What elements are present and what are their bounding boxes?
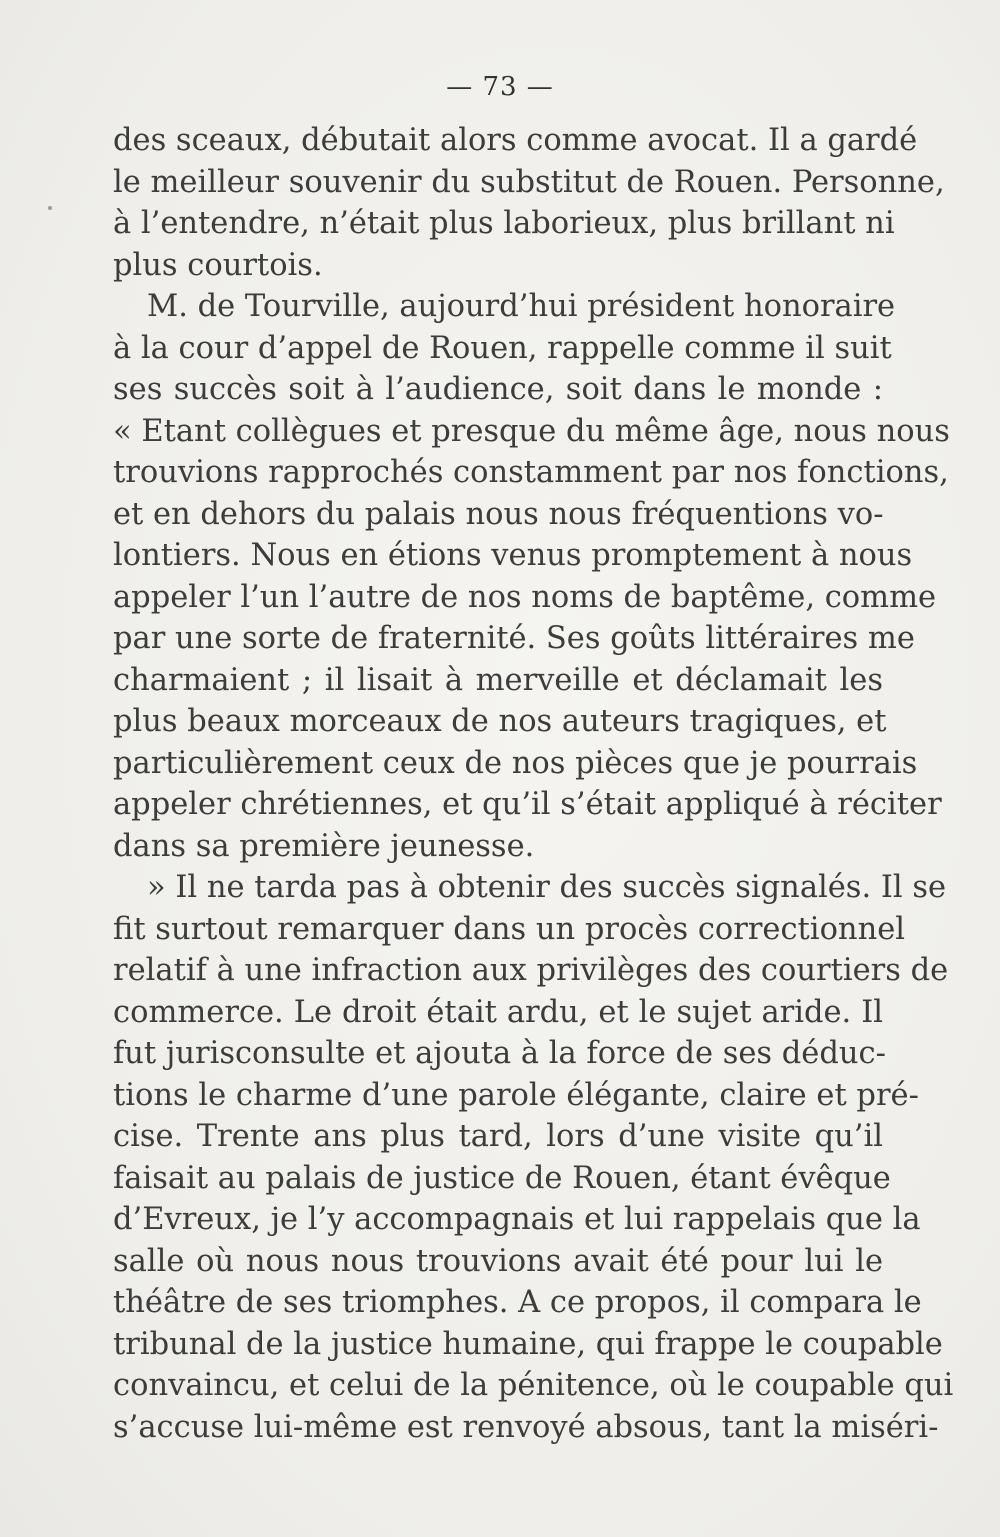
text-line: à la cour d’appel de Rouen, rappelle comme il suit (113, 330, 892, 366)
text-line: par une sorte de fraternité. Ses goûts littéraires me (113, 621, 915, 656)
page-number: — 73 — (446, 72, 554, 102)
text-line: particulièrement ceux de nos pièces que je pourrais (113, 745, 918, 781)
text-line: ses succès soit à l’audience, soit dans le monde : (113, 372, 883, 407)
text-line: plus beaux morceaux de nos auteurs tragiques, et (113, 704, 887, 739)
text-line: appeler chrétiennes, et qu’il s’était appliqué à réciter (113, 787, 942, 822)
text-line: à l’entendre, n’était plus laborieux, plus brillant ni (113, 206, 895, 241)
text-line: lontiers. Nous en étions venus promptement à nous (113, 538, 913, 573)
text-line: trouvions rapprochés constamment par nos fonctions, (113, 455, 949, 490)
text-line: cise. Trente ans plus tard, lors d’une visite qu’il (113, 1119, 883, 1154)
ink-speck (48, 206, 52, 210)
body-text (113, 120, 954, 1448)
text-line: charmaient ; il lisait à merveille et déclamait les (113, 662, 883, 698)
text-line: salle où nous nous trouvions avait été pour lui le (113, 1243, 883, 1279)
text-line: « Etant collègues et presque du même âge, nous nous (113, 413, 950, 449)
text-line: dans sa première jeunesse. (113, 828, 535, 864)
text-line: convaincu, et celui de la pénitence, où le coupable qui (113, 1368, 954, 1403)
text-line: fut jurisconsulte et ajouta à la force de ses déduc- (113, 1036, 886, 1071)
text-line: théâtre de ses triomphes. A ce propos, il compara le (113, 1285, 922, 1320)
text-line: d’Evreux, je l’y accompagnais et lui rappelais que la (113, 1202, 921, 1237)
text-line: M. de Tourville, aujourd’hui président honoraire (147, 289, 896, 324)
text-line: et en dehors du palais nous nous fréquentions vo- (113, 496, 884, 532)
text-line: appeler l’un l’autre de nos noms de baptême, comme (113, 579, 937, 615)
text-line: tribunal de la justice humaine, qui frappe le coupable (113, 1326, 943, 1362)
text-line: le meilleur souvenir du substitut de Rouen. Personne, (113, 164, 945, 200)
text-line: faisait au palais de justice de Rouen, étant évêque (113, 1160, 891, 1196)
text-line: plus courtois. (113, 247, 323, 283)
text-line: s’accuse lui-même est renvoyé absous, tant la miséri- (113, 1409, 939, 1445)
text-line: » Il ne tarda pas à obtenir des succès signalés. Il se (147, 870, 947, 905)
text-line: des sceaux, débutait alors comme avocat. Il a gardé (113, 123, 918, 158)
text-line: commerce. Le droit était ardu, et le sujet aride. Il (113, 994, 883, 1030)
text-line: tions le charme d’une parole élégante, claire et pré- (113, 1077, 919, 1113)
text-line: fit surtout remarquer dans un procès correctionnel (113, 911, 906, 947)
text-line: relatif à une infraction aux privilèges des courtiers de (113, 953, 949, 988)
